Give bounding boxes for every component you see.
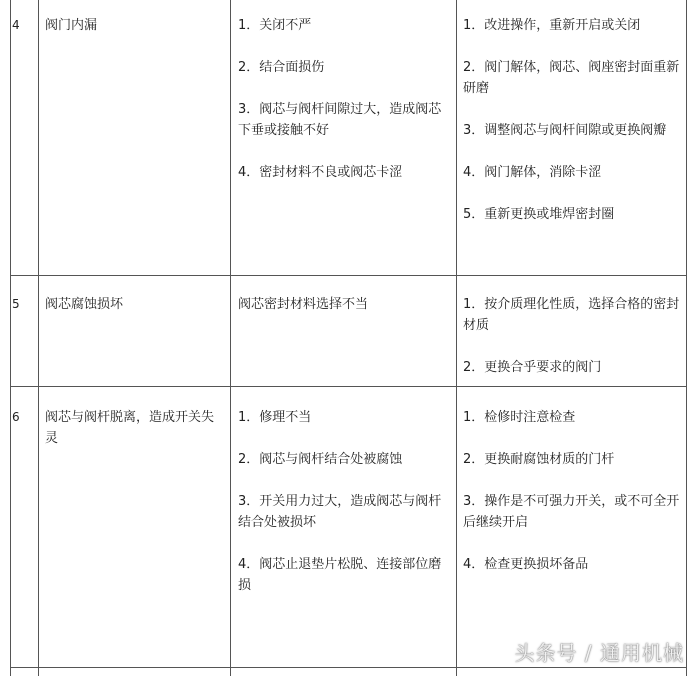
table-row-6-fault: [45, 407, 225, 449]
row-number: 5: [12, 297, 20, 311]
fix-item: 3．调整阀芯与阀杆间隙或更换阀瓣: [463, 123, 667, 138]
source-watermark: 头条号 / 通用机械: [514, 641, 684, 665]
fix-item: 2．阀门解体，阀芯、阀座密封面重新研磨: [463, 60, 680, 96]
fix-item: 2．更换耐腐蚀材质的门杆: [463, 452, 615, 467]
table-row-6-number: [12, 407, 34, 428]
fix-item: 3．操作是不可强力开关，或不可全开后继续开启: [463, 494, 680, 530]
cause-item: 2．结合面损伤: [238, 60, 325, 75]
row-divider-3: [10, 667, 687, 668]
column-divider-1: [38, 0, 39, 676]
fault-text: 阀芯腐蚀损坏: [45, 297, 124, 312]
cause-item: 3．阀芯与阀杆间隙过大，造成阀芯下垂或接触不好: [238, 102, 442, 138]
table-border-left: [10, 0, 11, 676]
row-number: 6: [12, 410, 20, 424]
cause-item: 1．修理不当: [238, 410, 312, 425]
table-row-4-causes: [238, 15, 450, 183]
cause-item: 4．阀芯止退垫片松脱、连接部位磨损: [238, 557, 442, 593]
table-row-6-fixes: [463, 407, 688, 575]
table-row-4-number: [12, 15, 34, 36]
fix-item: 1．按介质理化性质，选择合格的密封材质: [463, 297, 680, 333]
column-divider-2: [230, 0, 231, 676]
row-number: 4: [12, 18, 20, 32]
fix-item: 5．重新更换或堆焊密封圈: [463, 207, 615, 222]
table-row-5-fixes: [463, 294, 688, 378]
fault-text: 阀芯与阀杆脱离，造成开关失灵: [45, 410, 215, 446]
table-row-5-fault: [45, 294, 225, 315]
row-divider-2: [10, 386, 687, 387]
table-row-5-causes: [238, 294, 450, 315]
cause-item: 3．开关用力过大，造成阀芯与阀杆结合处被损坏: [238, 494, 442, 530]
fix-item: 4．检查更换损坏备品: [463, 557, 589, 572]
cause-item: 阀芯密封材料选择不当: [238, 297, 369, 312]
row-divider-1: [10, 275, 687, 276]
table-row-4-fault: [45, 15, 225, 36]
column-divider-3: [456, 0, 457, 676]
fix-item: 4．阀门解体，消除卡涩: [463, 165, 602, 180]
cause-item: 4．密封材料不良或阀芯卡涩: [238, 165, 403, 180]
table-row-5-number: [12, 294, 34, 315]
cause-item: 2．阀芯与阀杆结合处被腐蚀: [238, 452, 403, 467]
fix-item: 1．检修时注意检查: [463, 410, 576, 425]
fix-item: 1．改进操作，重新开启或关闭: [463, 18, 641, 33]
table-row-6-causes: [238, 407, 450, 596]
fix-item: 2．更换合乎要求的阀门: [463, 360, 602, 375]
cause-item: 1．关闭不严: [238, 18, 312, 33]
table-row-4-fixes: [463, 15, 688, 225]
fault-text: 阀门内漏: [45, 18, 98, 33]
